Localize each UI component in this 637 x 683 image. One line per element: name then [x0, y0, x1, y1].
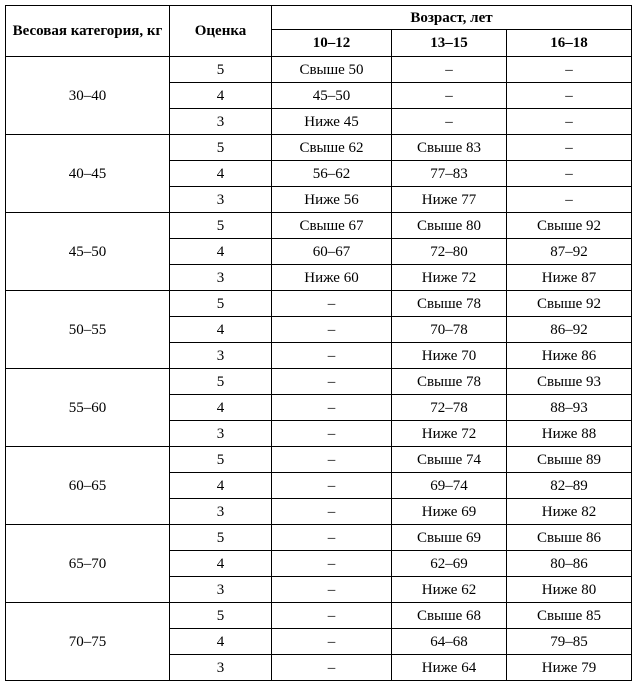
grade-cell: 5: [170, 57, 272, 83]
norm-value-cell: Ниже 62: [392, 577, 507, 603]
norm-value-cell: Свыше 69: [392, 525, 507, 551]
table-row: [6, 135, 632, 161]
norm-value-cell: Свыше 62: [272, 135, 392, 161]
norm-value-cell: Свыше 50: [272, 57, 392, 83]
weight-category-cell: 30–40: [6, 57, 170, 135]
weight-category-cell: 70–75: [6, 603, 170, 681]
norm-value-cell: Ниже 87: [507, 265, 632, 291]
norm-value-cell: 80–86: [507, 551, 632, 577]
grade-cell: 5: [170, 213, 272, 239]
norm-value-cell: Свыше 93: [507, 369, 632, 395]
table-row: [6, 369, 632, 395]
norm-value-cell: –: [507, 161, 632, 187]
grade-cell: 4: [170, 551, 272, 577]
grade-cell: 3: [170, 577, 272, 603]
norm-value-cell: –: [272, 603, 392, 629]
norm-value-cell: 62–69: [392, 551, 507, 577]
grade-cell: 4: [170, 395, 272, 421]
norm-value-cell: Свыше 83: [392, 135, 507, 161]
norm-value-cell: –: [392, 109, 507, 135]
norm-value-cell: –: [272, 369, 392, 395]
header-age-group: 10–12: [272, 30, 392, 57]
norm-value-cell: Свыше 85: [507, 603, 632, 629]
norm-value-cell: –: [392, 83, 507, 109]
norm-value-cell: Свыше 68: [392, 603, 507, 629]
norm-value-cell: Свыше 67: [272, 213, 392, 239]
norm-value-cell: –: [272, 395, 392, 421]
norm-value-cell: Свыше 80: [392, 213, 507, 239]
table-row: [6, 603, 632, 629]
norm-value-cell: Свыше 78: [392, 291, 507, 317]
norm-value-cell: 60–67: [272, 239, 392, 265]
norm-value-cell: 69–74: [392, 473, 507, 499]
table-row: [6, 213, 632, 239]
norm-value-cell: Ниже 56: [272, 187, 392, 213]
norm-value-cell: –: [272, 447, 392, 473]
table-body: [6, 57, 632, 681]
weight-category-cell: 65–70: [6, 525, 170, 603]
norm-value-cell: –: [272, 421, 392, 447]
grade-cell: 5: [170, 447, 272, 473]
header-age-group: 13–15: [392, 30, 507, 57]
weight-category-cell: 60–65: [6, 447, 170, 525]
norm-value-cell: –: [272, 551, 392, 577]
norm-value-cell: 82–89: [507, 473, 632, 499]
norm-value-cell: –: [272, 291, 392, 317]
norm-value-cell: 72–78: [392, 395, 507, 421]
table-row: [6, 57, 632, 83]
grade-cell: 3: [170, 421, 272, 447]
norm-value-cell: 72–80: [392, 239, 507, 265]
norm-value-cell: Ниже 72: [392, 265, 507, 291]
norm-value-cell: –: [507, 109, 632, 135]
norm-value-cell: Свыше 89: [507, 447, 632, 473]
norms-table: [5, 5, 632, 681]
norm-value-cell: 87–92: [507, 239, 632, 265]
norm-value-cell: 56–62: [272, 161, 392, 187]
weight-category-cell: 50–55: [6, 291, 170, 369]
norm-value-cell: 88–93: [507, 395, 632, 421]
grade-cell: 5: [170, 291, 272, 317]
norm-value-cell: Ниже 60: [272, 265, 392, 291]
header-age-group: 16–18: [507, 30, 632, 57]
norm-value-cell: –: [507, 83, 632, 109]
norm-value-cell: 45–50: [272, 83, 392, 109]
grade-cell: 4: [170, 83, 272, 109]
grade-cell: 4: [170, 161, 272, 187]
norm-value-cell: –: [507, 57, 632, 83]
norm-value-cell: –: [272, 317, 392, 343]
norm-value-cell: 77–83: [392, 161, 507, 187]
grade-cell: 3: [170, 343, 272, 369]
grade-cell: 5: [170, 369, 272, 395]
header-age: Возраст, лет: [272, 6, 632, 30]
weight-category-cell: 55–60: [6, 369, 170, 447]
grade-cell: 3: [170, 265, 272, 291]
norm-value-cell: Свыше 86: [507, 525, 632, 551]
header-weight-category: Весовая категория, кг: [6, 6, 170, 57]
grade-cell: 4: [170, 473, 272, 499]
norm-value-cell: Ниже 72: [392, 421, 507, 447]
norm-value-cell: Ниже 86: [507, 343, 632, 369]
norm-value-cell: –: [272, 499, 392, 525]
norm-value-cell: –: [392, 57, 507, 83]
norm-value-cell: Ниже 69: [392, 499, 507, 525]
grade-cell: 5: [170, 603, 272, 629]
grade-cell: 4: [170, 629, 272, 655]
grade-cell: 5: [170, 135, 272, 161]
grade-cell: 5: [170, 525, 272, 551]
grade-cell: 3: [170, 187, 272, 213]
norm-value-cell: –: [272, 473, 392, 499]
header-grade: Оценка: [170, 6, 272, 57]
norm-value-cell: 86–92: [507, 317, 632, 343]
norm-value-cell: Свыше 74: [392, 447, 507, 473]
grade-cell: 3: [170, 499, 272, 525]
norm-value-cell: –: [272, 343, 392, 369]
norm-value-cell: Ниже 79: [507, 655, 632, 681]
norm-value-cell: Свыше 92: [507, 213, 632, 239]
grade-cell: 4: [170, 239, 272, 265]
grade-cell: 3: [170, 109, 272, 135]
norm-value-cell: 79–85: [507, 629, 632, 655]
norm-value-cell: –: [272, 577, 392, 603]
weight-category-cell: 45–50: [6, 213, 170, 291]
norm-value-cell: Ниже 45: [272, 109, 392, 135]
norm-value-cell: –: [507, 135, 632, 161]
norm-value-cell: Свыше 92: [507, 291, 632, 317]
weight-category-cell: 40–45: [6, 135, 170, 213]
grade-cell: 4: [170, 317, 272, 343]
norm-value-cell: –: [272, 655, 392, 681]
norm-value-cell: 70–78: [392, 317, 507, 343]
norm-value-cell: Ниже 64: [392, 655, 507, 681]
norm-value-cell: Ниже 70: [392, 343, 507, 369]
norm-value-cell: –: [272, 629, 392, 655]
norm-value-cell: Свыше 78: [392, 369, 507, 395]
norm-value-cell: –: [272, 525, 392, 551]
norm-value-cell: Ниже 77: [392, 187, 507, 213]
table-row: [6, 447, 632, 473]
norm-value-cell: Ниже 88: [507, 421, 632, 447]
norm-value-cell: –: [507, 187, 632, 213]
norm-value-cell: Ниже 82: [507, 499, 632, 525]
table-row: [6, 525, 632, 551]
table-row: [6, 291, 632, 317]
norm-value-cell: Ниже 80: [507, 577, 632, 603]
norm-value-cell: 64–68: [392, 629, 507, 655]
grade-cell: 3: [170, 655, 272, 681]
